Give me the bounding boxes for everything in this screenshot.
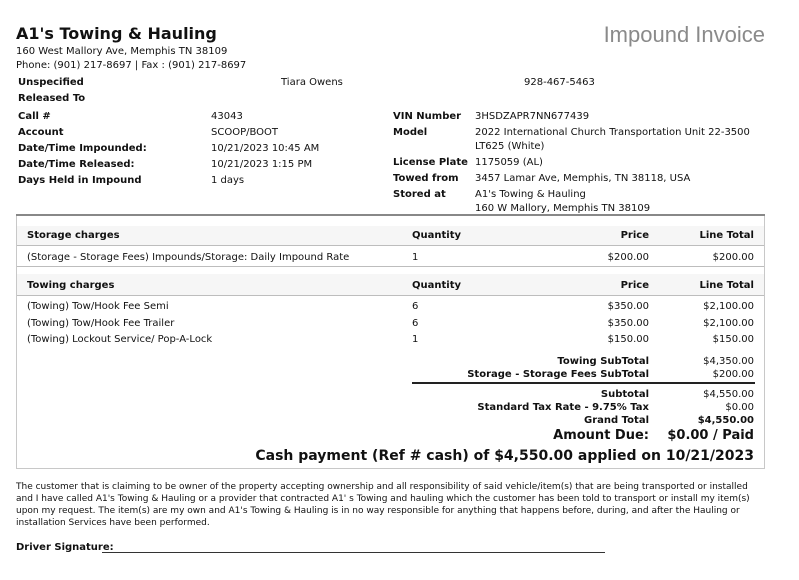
storage-item-qty: 1 — [412, 252, 419, 263]
towing-item-total: $150.00 — [712, 334, 754, 345]
storage-item-price: $200.00 — [607, 252, 649, 263]
plate-value: 1175059 (AL) — [475, 157, 543, 168]
storage-price-header: Price — [620, 230, 649, 241]
towing-item-qty: 6 — [412, 318, 419, 329]
storage-qty-header: Quantity — [412, 230, 461, 241]
account-value: SCOOP/BOOT — [211, 127, 279, 138]
towing-item-qty: 1 — [412, 334, 419, 345]
towing-subtotal-value: $4,350.00 — [703, 356, 754, 367]
towing-header-band — [17, 274, 764, 296]
towing-item-desc: (Towing) Tow/Hook Fee Semi — [27, 301, 169, 312]
subtotal-divider — [412, 382, 755, 384]
company-name: A1's Towing & Hauling — [16, 24, 217, 43]
towing-item-price: $350.00 — [607, 318, 649, 329]
grand-total-value: $4,550.00 — [697, 415, 754, 426]
vin-value: 3HSDZAPR7NN677439 — [475, 111, 590, 122]
unspecified-label: Unspecified — [18, 77, 84, 88]
customer-name: Tiara Owens — [281, 77, 343, 88]
model-value-line1: 2022 International Church Transportation Unit 22-3500 — [475, 127, 750, 138]
towing-item-total: $2,100.00 — [703, 318, 754, 329]
amount-due-value: $0.00 / Paid — [667, 428, 754, 443]
subtotal-label: Subtotal — [600, 389, 649, 400]
towing-item-total: $2,100.00 — [703, 301, 754, 312]
charges-box-top-rule — [16, 214, 765, 216]
towed-from-value: 3457 Lamar Ave, Memphis, TN 38118, USA — [475, 173, 691, 184]
days-held-value: 1 days — [211, 175, 245, 186]
subtotal-value: $4,550.00 — [703, 389, 754, 400]
stored-at-label: Stored at — [393, 189, 446, 200]
customer-phone: 928-467-5463 — [524, 77, 595, 88]
storage-subtotal-label: Storage - Storage Fees SubTotal — [467, 369, 649, 380]
call-value: 43043 — [211, 111, 243, 122]
towing-item-price: $350.00 — [607, 301, 649, 312]
disclaimer-text: The customer that is claiming to be owner of the property accepting ownership and all responsibility of said vehicle/item(s) that are being transported or installed and I have called A1's Towing & Hauling or a provider that contracted A1' s Towing and hauling which the customer has been told to transport or install my item(s) upon my request. The item(s) are my own and A1's Towing & Hauling is in no way responsible for anything that happens before, during, and after the Hauling or installation Services have been performed. — [16, 482, 750, 528]
stored-at-line2: 160 W Mallory, Memphis TN 38109 — [475, 203, 651, 214]
days-held-label: Days Held in Impound — [18, 175, 142, 186]
storage-item-desc: (Storage - Storage Fees) Impounds/Storage: Daily Impound Rate — [27, 252, 350, 263]
amount-due-label: Amount Due: — [553, 428, 649, 443]
call-label: Call # — [18, 111, 51, 122]
model-value-line2: LT625 (White) — [475, 141, 545, 152]
storage-subtotal-value: $200.00 — [712, 369, 754, 380]
towed-from-label: Towed from — [393, 173, 459, 184]
towing-item-desc: (Towing) Tow/Hook Fee Trailer — [27, 318, 175, 329]
towing-item-price: $150.00 — [607, 334, 649, 345]
plate-label: License Plate — [393, 157, 468, 168]
storage-header-band — [17, 226, 764, 246]
tax-value: $0.00 — [725, 402, 754, 413]
towing-price-header: Price — [620, 280, 649, 291]
towing-qty-header: Quantity — [412, 280, 461, 291]
driver-signature-label: Driver Signature: — [16, 542, 114, 553]
cash-payment-note: Cash payment (Ref # cash) of $4,550.00 applied on 10/21/2023 — [255, 448, 754, 464]
storage-header: Storage charges — [27, 230, 120, 241]
impounded-value: 10/21/2023 10:45 AM — [211, 143, 320, 154]
released-label: Date/Time Released: — [18, 159, 135, 170]
stored-at-line1: A1's Towing & Hauling — [475, 189, 586, 200]
company-phone: Phone: (901) 217-8697 | Fax : (901) 217-8697 — [16, 60, 247, 71]
driver-signature-line[interactable] — [102, 552, 605, 553]
towing-item-desc: (Towing) Lockout Service/ Pop-A-Lock — [27, 334, 213, 345]
towing-item-qty: 6 — [412, 301, 419, 312]
impounded-label: Date/Time Impounded: — [18, 143, 147, 154]
grand-total-label: Grand Total — [584, 415, 649, 426]
towing-total-header: Line Total — [699, 280, 754, 291]
vin-label: VIN Number — [393, 111, 462, 122]
company-address: 160 West Mallory Ave, Memphis TN 38109 — [16, 46, 228, 57]
tax-label: Standard Tax Rate - 9.75% Tax — [477, 402, 649, 413]
towing-header: Towing charges — [27, 280, 115, 291]
model-label: Model — [393, 127, 428, 138]
storage-total-header: Line Total — [699, 230, 754, 241]
storage-item-total: $200.00 — [712, 252, 754, 263]
released-to-label: Released To — [18, 93, 86, 104]
released-value: 10/21/2023 1:15 PM — [211, 159, 313, 170]
account-label: Account — [18, 127, 64, 138]
towing-subtotal-label: Towing SubTotal — [557, 356, 649, 367]
document-title: Impound Invoice — [603, 22, 765, 47]
